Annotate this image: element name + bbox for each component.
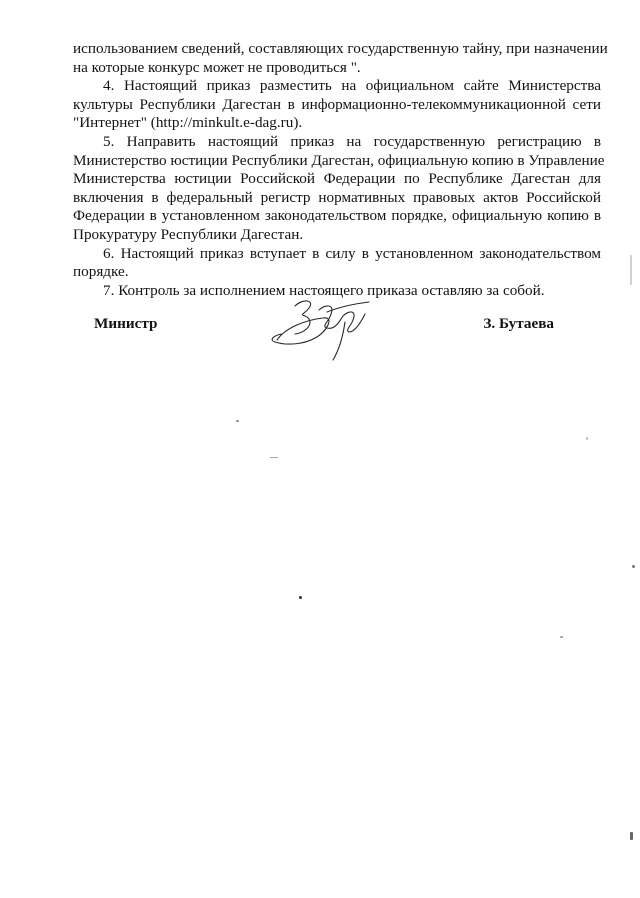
document-body [73, 40, 608, 300]
scan-speck [632, 565, 635, 568]
text-line-12: 6. Настоящий приказ вступает в силу в установленном законодательством [103, 244, 601, 262]
text-line-11: Прокуратуру Республики Дагестан. [73, 225, 304, 243]
text-line-10: Федерации в установленном законодательством порядке, официальную копию в [73, 207, 601, 225]
scan-speck [630, 832, 633, 840]
signatory-position: Министр [94, 315, 158, 332]
handwritten-signature [265, 292, 375, 364]
scan-speck [270, 457, 278, 458]
text-line-14: 7. Контроль за исполнением настоящего приказа оставляю за собой. [103, 281, 545, 299]
text-line-8: Министерства юстиции Российской Федерации по Республике Дагестан для [73, 170, 601, 188]
text-line-6: 5. Направить настоящий приказ на государственную регистрацию в [103, 132, 601, 150]
text-line-7: Министерство юстиции Республики Дагестан, официальную копию в Управление [73, 151, 605, 169]
scan-speck [630, 255, 632, 285]
text-line-9: включения в федеральный регистр нормативных правовых актов Российской [73, 188, 601, 206]
scan-speck [236, 420, 239, 422]
text-line-5: "Интернет" (http://minkult.e-dag.ru). [73, 114, 303, 132]
text-line-13: порядке. [73, 263, 129, 281]
text-line-3: 4. Настоящий приказ разместить на официальном сайте Министерства [103, 77, 601, 95]
scan-speck [299, 596, 302, 599]
scan-speck [560, 636, 563, 638]
text-line-4: культуры Республики Дагестан в информационно-телекоммуникационной сети [73, 95, 601, 113]
text-line-1: использованием сведений, составляющих государственную тайну, при назначении [73, 40, 608, 57]
text-line-2: на которые конкурс может не проводиться ". [73, 58, 361, 76]
signatory-name: З. Бутаева [483, 315, 554, 332]
scan-speck [586, 437, 588, 440]
